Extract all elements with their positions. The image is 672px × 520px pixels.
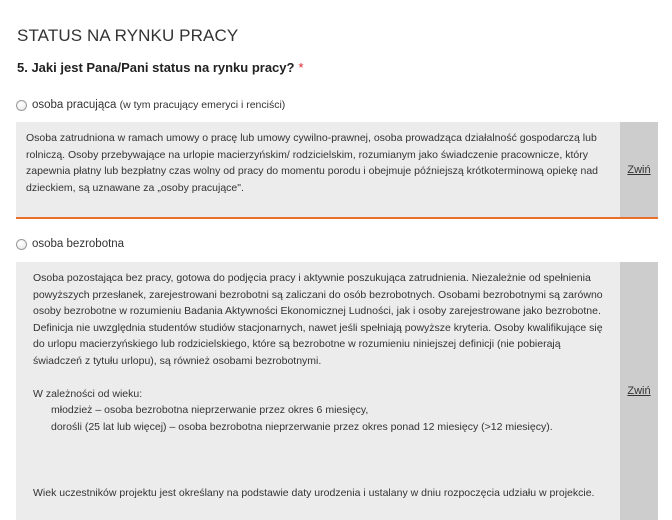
- age-young: młodzież – osoba bezrobotna nieprzerwanie przez okres 6 miesięcy,: [51, 404, 369, 416]
- option-employed-main: osoba pracująca: [32, 99, 117, 111]
- option-unemployed-label: [32, 238, 124, 250]
- age-heading: W zależności od wieku:: [33, 387, 143, 400]
- option-employed-description-text: Osoba zatrudniona w ramach umowy o pracę lub umowy cywilno-prawnej, osoba prowadząca działalność gospodarczą lub rolniczą. Osoby przebywające na urlopie macierzyńskim/ rodzicielskim, rozumianym jako świadczenie pracownicze, który zapewnia płatny lub bezpłatny czas wolny od pracy do momentu porodu i obejmuje późniejszą krótkoterminową opiekę nad dzieckiem, są uznawane za „osoby pracujące".: [26, 132, 598, 194]
- question-label: 5. Jaki jest Pana/Pani status na rynku pracy?: [17, 60, 295, 75]
- option-employed-description: [16, 122, 620, 218]
- collapse-link-unemployed[interactable]: Zwiń: [627, 385, 651, 397]
- option-unemployed-collapse-panel: [620, 262, 658, 520]
- option-employed-collapse-panel: [620, 122, 658, 218]
- option-employed-sub: (w tym pracujący emeryci i renciści): [119, 99, 286, 111]
- radio-unemployed[interactable]: [16, 239, 27, 250]
- radio-employed[interactable]: [16, 100, 27, 111]
- collapse-link-employed[interactable]: Zwiń: [627, 164, 651, 176]
- required-asterisk: *: [298, 60, 304, 75]
- age-note: Wiek uczestników projektu jest określany na podstawie daty urodzenia i ustalany w dniu rozpoczęcia udziału w projekcie.: [33, 487, 595, 499]
- option-divider: [16, 217, 658, 219]
- option-unemployed[interactable]: [16, 238, 124, 250]
- spacer: [33, 369, 608, 386]
- option-unemployed-main: osoba bezrobotna: [32, 238, 125, 250]
- age-adult: dorośli (25 lat lub więcej) – osoba bezrobotna nieprzerwanie przez okres ponad 12 miesięcy (>12 miesięcy).: [51, 420, 553, 433]
- option-employed-label: [32, 99, 285, 111]
- option-unemployed-description-text: Osoba pozostająca bez pracy, gotowa do podjęcia pracy i aktywnie poszukująca zatrudnienia. Niezależnie od spełnienia powyższych przesłanek, zarejestrowani bezrobotni są zaliczani do osób bezrobotnych. Osobami bezrobotnymi są zarówno osoby bezrobotne w rozumieniu Badania Aktywności Ekonomicznej Ludności, jak i osoby zarejestrowane jako bezrobotne. Definicja nie uwzględnia studentów studiów stacjonarnych, nawet jeśli spełniają powyższe kryteria. Osoby kwalifikujące się do urlopu macierzyńskiego lub rodzicielskiego, które są bezrobotne w rozumieniu niniejszej definicji (nie pobierają świadczeń z tytułu urlopu), są również osobami bezrobotnymi.: [33, 272, 603, 367]
- section-title: STATUS NA RYNKU PRACY: [17, 26, 239, 45]
- question-text: [17, 60, 304, 75]
- spacer: [33, 435, 608, 485]
- option-unemployed-description: [16, 262, 620, 520]
- option-employed[interactable]: [16, 99, 285, 111]
